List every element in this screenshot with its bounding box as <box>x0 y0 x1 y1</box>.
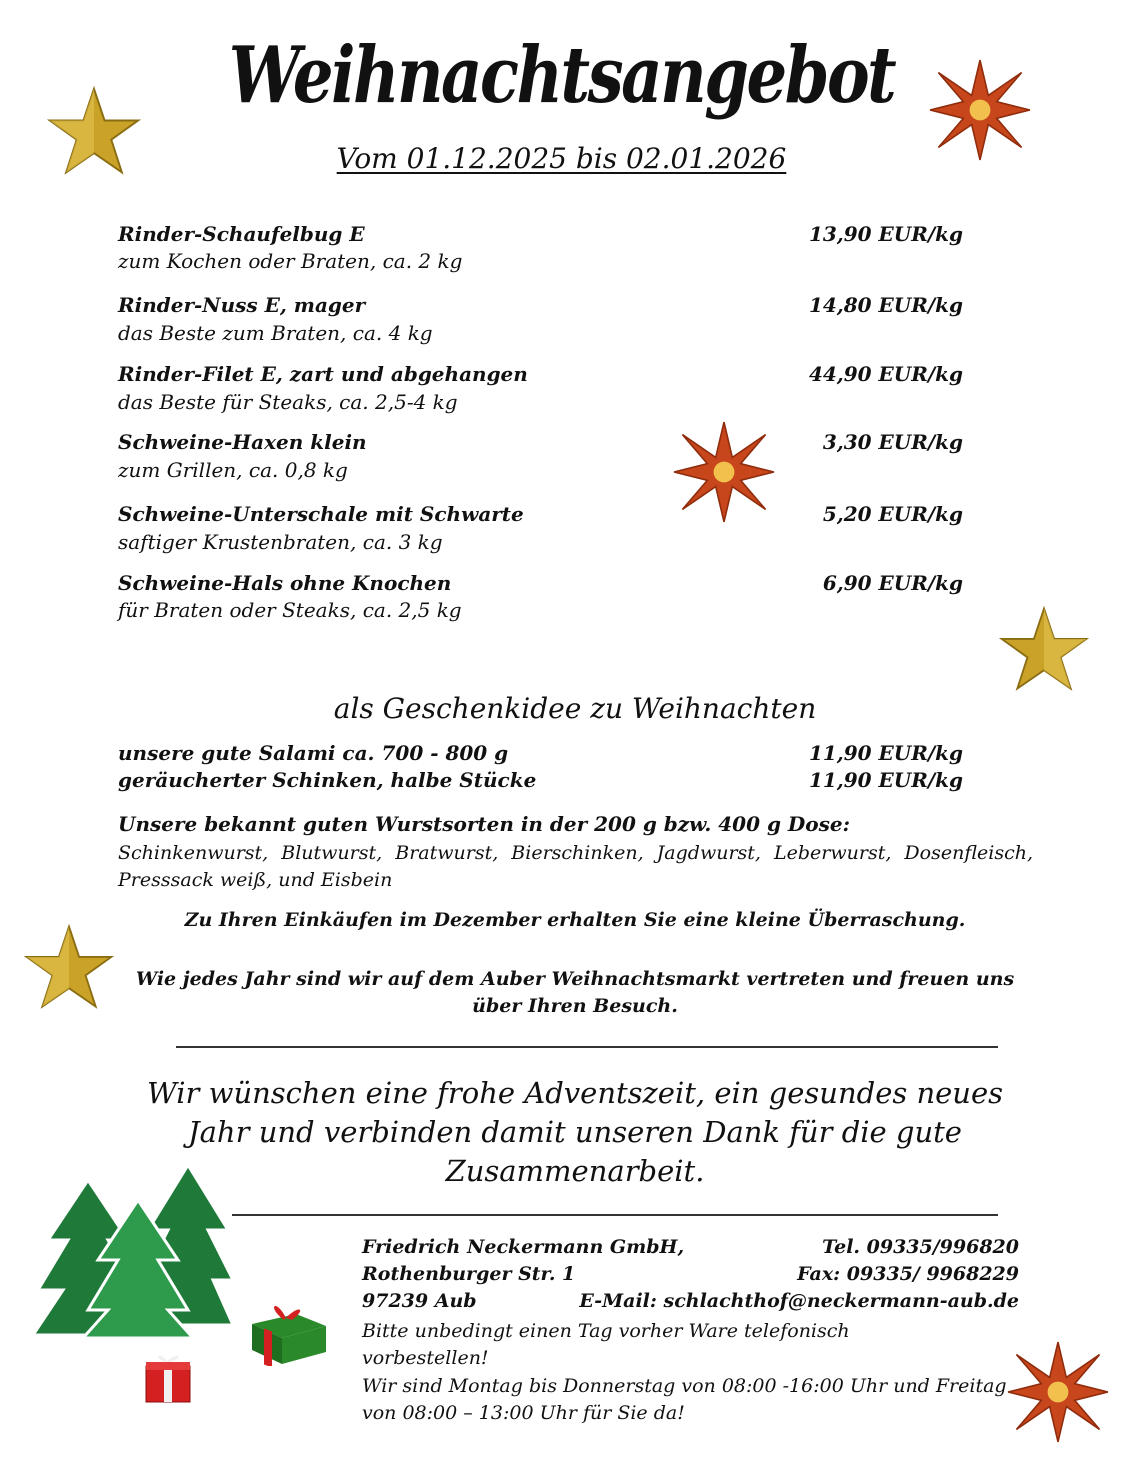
item-desc: das Beste zum Braten, ca. 4 kg <box>118 321 433 345</box>
market-note: Wie jedes Jahr sind wir auf dem Auber Weihnachtsmarkt vertreten und freuen uns über Ihren Besuch. <box>135 968 1015 1017</box>
gift-box-icon <box>246 1296 332 1366</box>
phone-number: Tel. 09335/996820 <box>822 1236 1019 1258</box>
gift-box-icon <box>140 1350 196 1404</box>
wishes-text: Wir wünschen eine frohe Adventszeit, ein gesundes neues Jahr und verbinden damit unseren Dank für die gute Zusammenarbeit. <box>146 1076 1004 1188</box>
company-name: Friedrich Neckermann GmbH, <box>362 1236 685 1258</box>
gold-star-icon <box>20 922 118 1014</box>
page-title: Weihnachtsangebot <box>228 30 895 121</box>
gift-item-price: 11,90 EUR/kg <box>808 768 963 792</box>
item-name: Schweine-Unterschale mit Schwarte <box>118 502 524 526</box>
email-address[interactable]: E-Mail: schlachthof@neckermann-aub.de <box>579 1290 1019 1312</box>
surprise-note: Zu Ihren Einkäufen im Dezember erhalten Sie eine kleine Überraschung. <box>184 909 966 931</box>
item-price: 44,90 EUR/kg <box>808 362 963 386</box>
sausage-heading: Unsere bekannt guten Wurstsorten in der 200 g bzw. 400 g Dose: <box>118 812 850 836</box>
divider <box>232 1214 998 1216</box>
gift-item-price: 11,90 EUR/kg <box>808 741 963 765</box>
item-price: 6,90 EUR/kg <box>822 571 963 595</box>
gift-item-name: geräucherter Schinken, halbe Stücke <box>118 768 537 792</box>
item-name: Rinder-Schaufelbug E <box>118 222 365 246</box>
item-desc: das Beste für Steaks, ca. 2,5-4 kg <box>118 390 458 414</box>
item-desc: zum Kochen oder Braten, ca. 2 kg <box>118 249 463 273</box>
red-star-icon <box>1006 1338 1110 1446</box>
offer-period: Vom 01.12.2025 bis 02.01.2026 <box>336 142 787 175</box>
order-note: Bitte unbedingt einen Tag vorher Ware telefonisch vorbestellen! <box>362 1320 850 1369</box>
gift-heading: als Geschenkidee zu Weihnachten <box>333 692 817 725</box>
item-price: 5,20 EUR/kg <box>822 502 963 526</box>
opening-hours: Wir sind Montag bis Donnerstag von 08:00 -16:00 Uhr und Freitag von 08:00 – 13:00 Uhr für Sie da! <box>362 1375 1007 1424</box>
item-name: Rinder-Nuss E, mager <box>118 293 366 317</box>
item-desc: zum Grillen, ca. 0,8 kg <box>118 458 348 482</box>
item-price: 14,80 EUR/kg <box>808 293 963 317</box>
city-address: 97239 Aub <box>362 1290 477 1312</box>
sausage-list: Schinkenwurst, Blutwurst, Bratwurst, Bierschinken, Jagdwurst, Leberwurst, Dosenfleisch, Presssack weiß, und Eisbein <box>118 842 1033 891</box>
item-name: Schweine-Hals ohne Knochen <box>118 571 452 595</box>
divider <box>176 1046 998 1048</box>
fax-number: Fax: 09335/ 9968229 <box>797 1263 1019 1285</box>
item-name: Rinder-Filet E, zart und abgehangen <box>118 362 528 386</box>
street-address: Rothenburger Str. 1 <box>362 1263 576 1285</box>
item-price: 13,90 EUR/kg <box>808 222 963 246</box>
red-star-icon <box>672 418 776 526</box>
gift-item-name: unsere gute Salami ca. 700 - 800 g <box>118 741 509 765</box>
item-name: Schweine-Haxen klein <box>118 430 367 454</box>
item-price: 3,30 EUR/kg <box>822 430 963 454</box>
gold-star-icon <box>996 604 1092 696</box>
item-desc: für Braten oder Steaks, ca. 2,5 kg <box>118 598 462 622</box>
item-desc: saftiger Krustenbraten, ca. 3 kg <box>118 530 443 554</box>
